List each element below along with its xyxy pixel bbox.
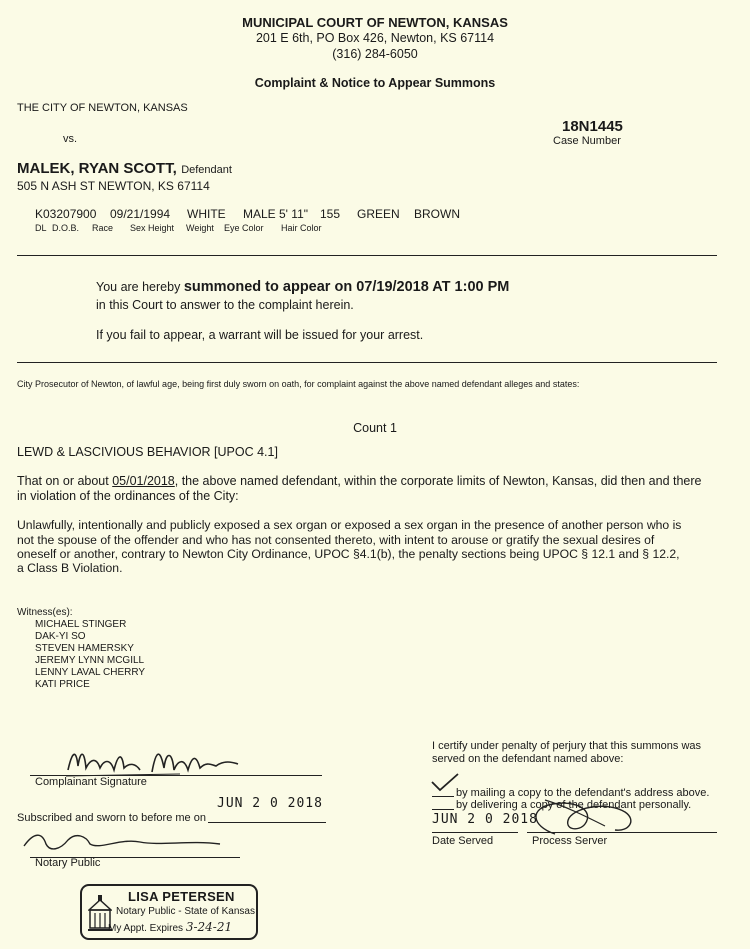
- divider: [17, 255, 717, 256]
- notary-name: LISA PETERSEN: [128, 889, 235, 904]
- label-sex: Sex: [130, 223, 146, 233]
- witness-name: JEREMY LYNN MCGILL: [35, 655, 145, 666]
- appearance-date: summoned to appear on 07/19/2018 AT 1:00 PM: [183, 279, 510, 295]
- warrant-warning: If you fail to appear, a warrant will be issued for your arrest.: [96, 328, 424, 342]
- count-paragraph2-line: oneself or another, contrary to Newton City Ordinance, UPOC §4.1(b), the penalty sections being UPOC § 12.1 and § 12.2,: [17, 547, 680, 561]
- complainant-signature-label: Complainant Signature: [35, 776, 147, 788]
- service-option-personal: by delivering a copy of the defendant personally.: [456, 799, 692, 811]
- label-height: Height: [148, 223, 175, 233]
- notary-public-label: Notary Public: [35, 857, 101, 869]
- checkbox-line-personal: [432, 809, 454, 810]
- label-eye: Eye Color: [224, 223, 264, 233]
- id-weight: 155: [320, 207, 341, 221]
- id-dl: K03207900: [35, 207, 97, 221]
- plaintiff: THE CITY OF NEWTON, KANSAS: [17, 102, 188, 114]
- witness-name: STEVEN HAMERSKY: [35, 643, 134, 654]
- versus: vs.: [63, 133, 78, 145]
- id-hair: BROWN: [414, 207, 460, 221]
- prosecutor-statement: City Prosecutor of Newton, of lawful age, being first duly sworn on oath, for complaint against the above named defendant alleges and states:: [17, 379, 580, 389]
- defendant-name: MALEK, RYAN SCOTT,: [17, 160, 177, 177]
- subscribed-date: JUN 2 0 2018: [217, 796, 323, 811]
- witnesses-label: Witness(es):: [17, 607, 73, 618]
- defendant-block: [17, 160, 232, 178]
- label-dob: D.O.B.: [52, 223, 80, 233]
- label-dl: DL: [35, 223, 47, 233]
- date-served-value: JUN 2 0 2018: [432, 812, 538, 827]
- process-server-signature-scribble: [525, 796, 665, 840]
- notary-expiration: My Appt. Expires 3-24-21: [108, 920, 233, 934]
- date-served-label: Date Served: [432, 835, 494, 847]
- subscribed-text: Subscribed and sworn to before me on: [17, 812, 206, 824]
- count-paragraph2-line: Unlawfully, intentionally and publicly exposed a sex organ or exposed a sex organ in the presence of another person who is: [17, 518, 682, 532]
- label-hair: Hair Color: [281, 223, 322, 233]
- notary-signature-scribble: [20, 828, 240, 856]
- signature-line: [208, 822, 326, 823]
- witness-name: MICHAEL STINGER: [35, 619, 127, 630]
- count-paragraph2-line: not the spouse of the offender and who has not consented thereto, with intent to arouse or gratify the sexual desires of: [17, 533, 655, 547]
- document-title: Complaint & Notice to Appear Summons: [254, 76, 496, 90]
- witness-name: DAK-YI SO: [35, 631, 86, 642]
- witness-name: LENNY LAVAL CHERRY: [35, 667, 146, 678]
- id-dob: 09/21/1994: [110, 207, 171, 221]
- id-sex: MALE: [243, 207, 276, 221]
- signature-line: [527, 832, 717, 833]
- process-server-label: Process Server: [532, 835, 608, 847]
- witness-name: KATI PRICE: [35, 679, 90, 690]
- count-paragraph2-line: a Class B Violation.: [17, 561, 123, 575]
- label-race: Race: [92, 223, 114, 233]
- case-number-label: Case Number: [553, 135, 621, 147]
- certification-line1: I certify under penalty of perjury that this summons was: [432, 740, 702, 752]
- defendant-label: Defendant: [181, 164, 232, 176]
- divider: [17, 362, 717, 363]
- case-number: 18N1445: [562, 118, 623, 135]
- count-paragraph1-line1: That on or about 05/01/2018, the above named defendant, within the corporate limits of Newton, Kansas, did then and there: [17, 474, 702, 488]
- defendant-address: 505 N ASH ST NEWTON, KS 67114: [17, 179, 210, 193]
- court-name: MUNICIPAL COURT OF NEWTON, KANSAS: [242, 15, 508, 30]
- id-race: WHITE: [187, 207, 226, 221]
- court-phone: (316) 284-6050: [332, 47, 418, 61]
- summons-line1: You are hereby summoned to appear on 07/19/2018 AT 1:00 PM: [96, 279, 510, 295]
- offense-date: 05/01/2018: [112, 474, 175, 488]
- notary-title: Notary Public - State of Kansas: [116, 906, 255, 917]
- signature-line: [432, 832, 518, 833]
- id-height: 5' 11": [279, 207, 309, 221]
- count-paragraph1-line2: in violation of the ordinances of the City:: [17, 489, 239, 503]
- summons-line2: in this Court to answer to the complaint herein.: [96, 298, 354, 312]
- count-title: Count 1: [353, 421, 397, 435]
- id-eye: GREEN: [357, 207, 400, 221]
- label-weight: Weight: [186, 223, 214, 233]
- certification-line2: served on the defendant named above:: [432, 753, 624, 765]
- notary-expiration-date: 3-24-21: [185, 920, 233, 934]
- notary-stamp: [80, 884, 258, 940]
- service-option-mailing: by mailing a copy to the defendant's address above.: [456, 787, 710, 799]
- charge: LEWD & LASCIVIOUS BEHAVIOR [UPOC 4.1]: [17, 445, 278, 459]
- checkbox-line-mailing: [432, 796, 454, 797]
- court-address: 201 E 6th, PO Box 426, Newton, KS 67114: [255, 31, 495, 45]
